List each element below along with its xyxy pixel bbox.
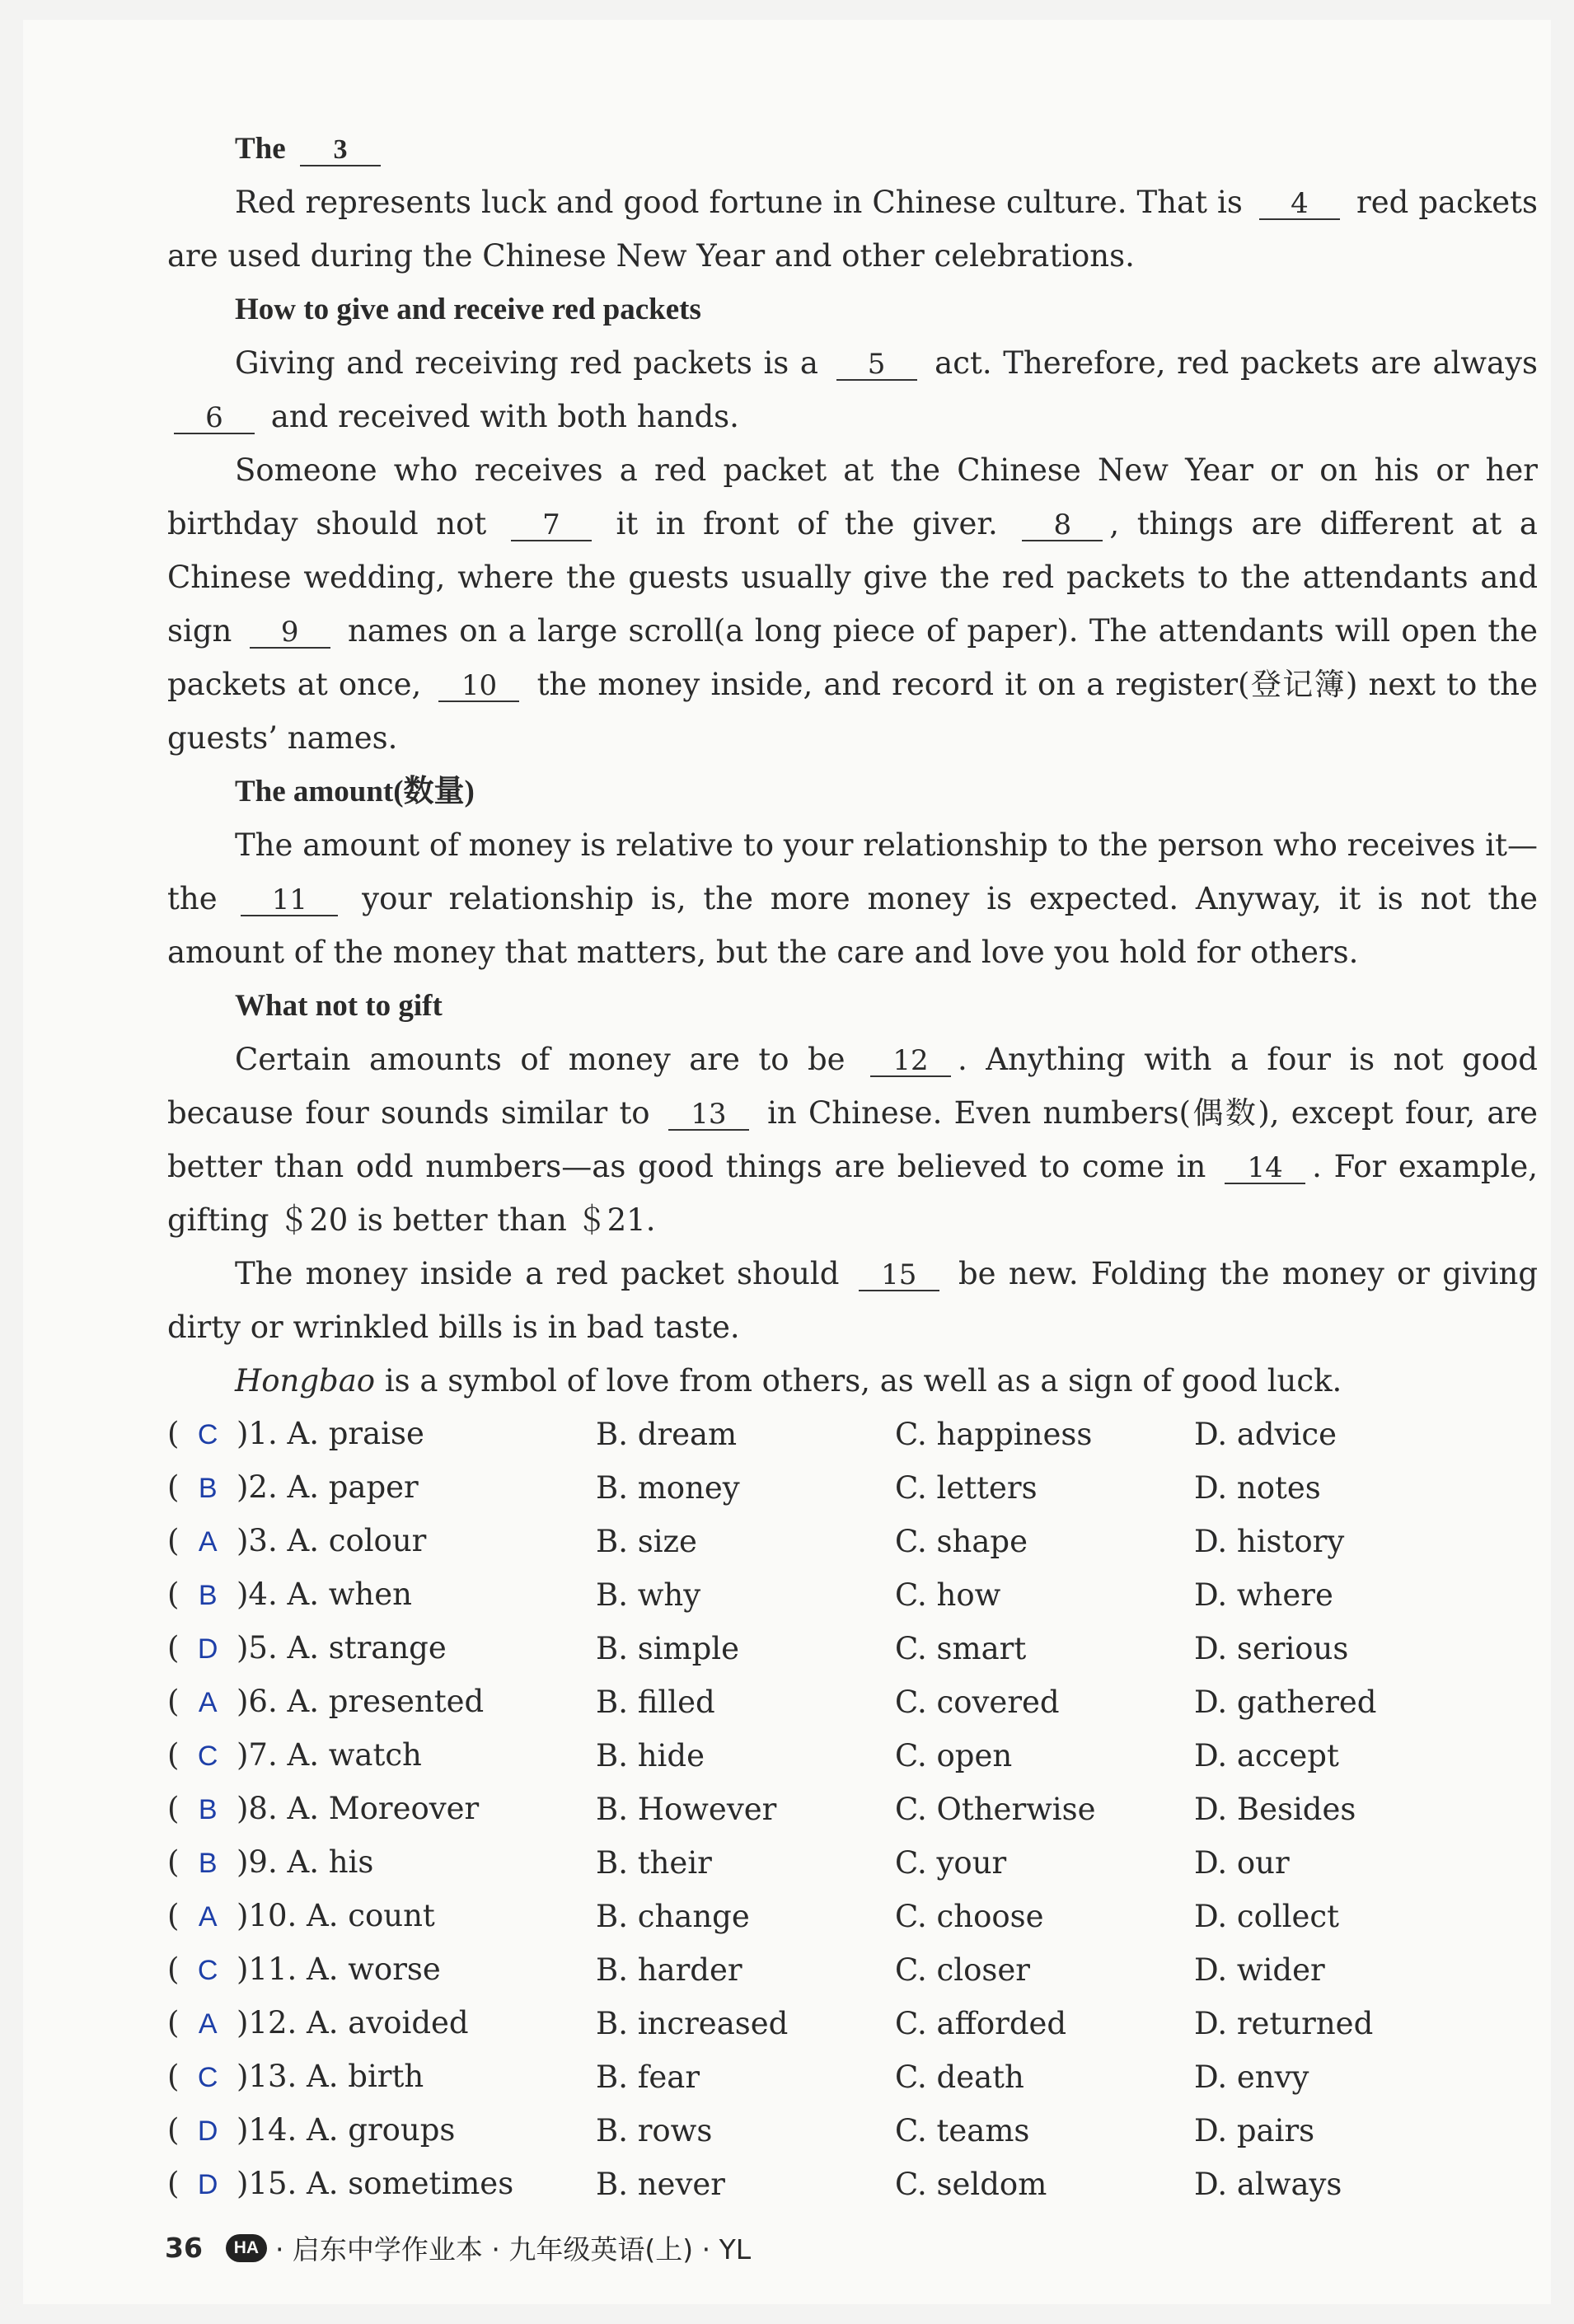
section-heading-amount: The amount(数量) bbox=[235, 775, 475, 808]
blank-11: 11 bbox=[241, 885, 338, 916]
option-row: ( B )8. A. Moreover B. However C. Otherwise D. Besides bbox=[167, 1783, 1538, 1836]
option-row: ( A )10. A. count B. change C. choose D. collect bbox=[167, 1890, 1538, 1943]
blank-5: 5 bbox=[836, 349, 917, 381]
option-row: ( B )4. A. when B. why C. how D. where bbox=[167, 1568, 1538, 1622]
answer-mark: B bbox=[198, 1794, 218, 1825]
worksheet-page bbox=[23, 20, 1551, 2304]
answer-mark: A bbox=[198, 2008, 218, 2040]
blank-4: 4 bbox=[1259, 189, 1340, 220]
answer-mark: B bbox=[198, 1473, 218, 1504]
answer-mark: A bbox=[198, 1687, 218, 1718]
answer-mark: D bbox=[197, 2115, 218, 2147]
blank-14: 14 bbox=[1225, 1153, 1305, 1184]
paragraph-6: The money inside a red packet should 15 be new. Folding the money or giving dirty or wrinkled bills is in bad taste. bbox=[167, 1256, 1539, 1345]
option-row: ( A )6. A. presented B. filled C. covered D. gathered bbox=[167, 1675, 1538, 1729]
blank-15: 15 bbox=[859, 1260, 939, 1291]
blank-10: 10 bbox=[438, 671, 519, 702]
option-row: ( C )7. A. watch B. hide C. open D. accept bbox=[167, 1729, 1538, 1783]
answer-mark: B bbox=[198, 1580, 218, 1611]
blank-6: 6 bbox=[174, 403, 255, 434]
answer-mark: A bbox=[198, 1901, 218, 1933]
option-row: ( C )13. A. birth B. fear C. death D. envy bbox=[167, 2050, 1538, 2104]
paragraph-7: Hongbao is a symbol of love from others, as well as a sign of good luck. bbox=[235, 1363, 1342, 1399]
section-heading-what: What not to gift bbox=[235, 989, 443, 1023]
option-row: ( C )1. A. praise B. dream C. happiness D. advice bbox=[167, 1408, 1538, 1461]
option-row: ( D )14. A. groups B. rows C. teams D. pairs bbox=[167, 2104, 1538, 2158]
option-row: ( B )9. A. his B. their C. your D. our bbox=[167, 1836, 1538, 1890]
blank-3: 3 bbox=[300, 135, 381, 166]
answer-mark: A bbox=[198, 1526, 218, 1558]
blank-8: 8 bbox=[1022, 510, 1103, 541]
page-number: 36 bbox=[165, 2232, 203, 2264]
option-row: ( A )3. A. colour B. size C. shape D. history bbox=[167, 1515, 1538, 1568]
paragraph-2: Giving and receiving red packets is a 5 act. Therefore, red packets are always 6 and received with both hands. bbox=[167, 336, 1538, 443]
section-heading-the: The 3 bbox=[167, 122, 1538, 176]
paragraph-3: Someone who receives a red packet at the Chinese New Year or on his or her birthday should not 7 it in front of the giver. 8 , things are different at a Chinese wedding, where the guests usually give the red packets to the attendants and sign 9 names on a large scroll(a long piece of paper). The attendants will open the packets at once, 10 the money inside, and record it on a register(登记簿) next to the guests’ names. bbox=[167, 452, 1539, 756]
paragraph-1: Red represents luck and good fortune in Chinese culture. That is 4 red packets are used during the Chinese New Year and other celebrations. bbox=[167, 185, 1539, 274]
passage bbox=[167, 122, 1538, 2211]
answer-mark: C bbox=[197, 2062, 218, 2093]
paragraph-4: The amount of money is relative to your relationship to the person who receives it—the 11 your relationship is, the more money is expected. Anyway, it is not the amount of the money that matters, but the care and love you hold for others. bbox=[167, 827, 1539, 970]
answer-mark: D bbox=[197, 2169, 218, 2200]
blank-7: 7 bbox=[511, 510, 592, 541]
book-title: · 启东中学作业本 · 九年级英语(上) · YL bbox=[274, 2233, 752, 2265]
blank-13: 13 bbox=[668, 1099, 749, 1131]
blank-12: 12 bbox=[870, 1046, 951, 1077]
option-row: ( C )11. A. worse B. harder C. closer D. wider bbox=[167, 1943, 1538, 1997]
paragraph-5: Certain amounts of money are to be 12 . Anything with a four is not good because four sounds similar to 13 in Chinese. Even numbers(偶数), except four, are better than odd numbers—as good things are believed to come in 14 . For example, gifting ＄20 is better than ＄21. bbox=[167, 1042, 1539, 1238]
answer-options bbox=[167, 1408, 1538, 2211]
answer-mark: C bbox=[197, 1741, 218, 1772]
option-row: ( D )15. A. sometimes B. never C. seldom D. always bbox=[167, 2158, 1538, 2211]
answer-mark: C bbox=[197, 1419, 218, 1450]
section-heading-how: How to give and receive red packets bbox=[235, 293, 701, 326]
answer-mark: B bbox=[198, 1848, 218, 1879]
blank-9: 9 bbox=[250, 617, 330, 649]
answer-mark: D bbox=[197, 1633, 218, 1665]
option-row: ( B )2. A. paper B. money C. letters D. notes bbox=[167, 1461, 1538, 1515]
option-row: ( A )12. A. avoided B. increased C. afforded D. returned bbox=[167, 1997, 1538, 2050]
page-footer bbox=[165, 2228, 751, 2267]
publisher-logo-icon: HA bbox=[226, 2234, 267, 2262]
option-row: ( D )5. A. strange B. simple C. smart D. serious bbox=[167, 1622, 1538, 1675]
answer-mark: C bbox=[197, 1955, 218, 1986]
